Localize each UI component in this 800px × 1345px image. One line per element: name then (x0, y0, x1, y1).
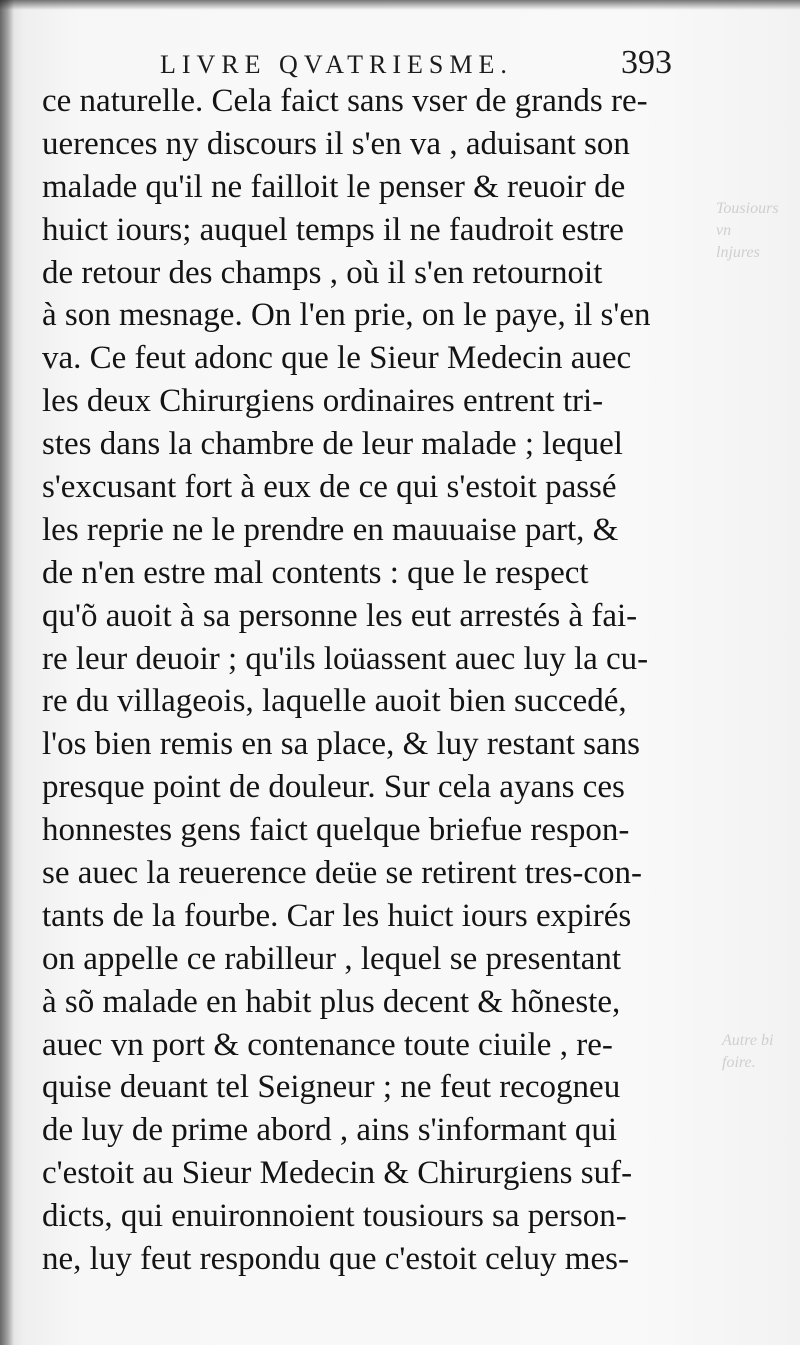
text-line: ne, luy feut respondu que c'estoit celuy mes- (42, 1241, 629, 1278)
text-line: honnestes gens faict quelque briefue respon- (42, 812, 630, 849)
text-line: on appelle ce rabilleur , lequel se presentant (42, 940, 622, 977)
text-line: quise deuant tel Seigneur ; ne feut recogneu (42, 1069, 621, 1106)
text-line: à sõ malade en habit plus decent & hõneste, (42, 983, 621, 1020)
text-line: à son mesnage. On l'en prie, on le paye, il s'en (42, 297, 651, 334)
text-line: auec vn port & contenance toute ciuile , re- (42, 1026, 613, 1063)
text-line: uerences ny discours il s'en va , aduisant son (42, 125, 630, 162)
text-line: les deux Chirurgiens ordinaires entrent tri- (42, 383, 604, 420)
text-line: s'excusant fort à eux de ce qui s'estoit passé (42, 469, 617, 506)
text-line: huict iours; auquel temps il ne faudroit estre (42, 211, 624, 248)
text-line: qu'õ auoit à sa personne les eut arrestés à fai- (42, 597, 638, 634)
text-line: se auec la reuerence deüe se retirent tres-con- (42, 855, 643, 892)
text-line: les reprie ne le prendre en mauuaise part, & (42, 511, 619, 548)
text-line: c'estoit au Sieur Medecin & Chirurgiens suf- (42, 1155, 633, 1192)
text-line: dicts, qui enuironnoient tousiours sa person- (42, 1198, 627, 1235)
text-line: malade qu'il ne failloit le penser & reuoir de (42, 168, 626, 205)
text-block (42, 80, 682, 1281)
top-edge-shadow (0, 0, 800, 10)
text-line: de retour des champs , où il s'en retournoit (42, 254, 603, 291)
text-line: stes dans la chambre de leur malade ; lequel (42, 426, 623, 463)
margin-notes (708, 0, 798, 1345)
text-line: va. Ce feut adonc que le Sieur Medecin auec (42, 340, 632, 377)
margin-note-bleedthrough: Tousiours vn lnjures (716, 200, 779, 261)
text-line: re leur deuoir ; qu'ils loüassent auec luy la cu- (42, 640, 649, 677)
text-line: re du villageois, laquelle auoit bien succedé, (42, 683, 627, 720)
running-head (160, 44, 680, 84)
running-title: LIVRE QVATRIESME. (160, 50, 513, 79)
text-line: de n'en estre mal contents : que le respect (42, 554, 589, 591)
text-line: tants de la fourbe. Car les huict iours expirés (42, 897, 632, 934)
margin-note-bleedthrough: Autre bi foire. (722, 1032, 774, 1071)
gutter-shadow (0, 0, 14, 1345)
text-line: ce naturelle. Cela faict sans vser de grands re- (42, 83, 648, 119)
page-number: 393 (621, 44, 672, 81)
text-line: l'os bien remis en sa place, & luy restant sans (42, 726, 640, 763)
text-line: presque point de douleur. Sur cela ayans ces (42, 769, 625, 806)
text-line: de luy de prime abord , ains s'informant qui (42, 1112, 618, 1149)
